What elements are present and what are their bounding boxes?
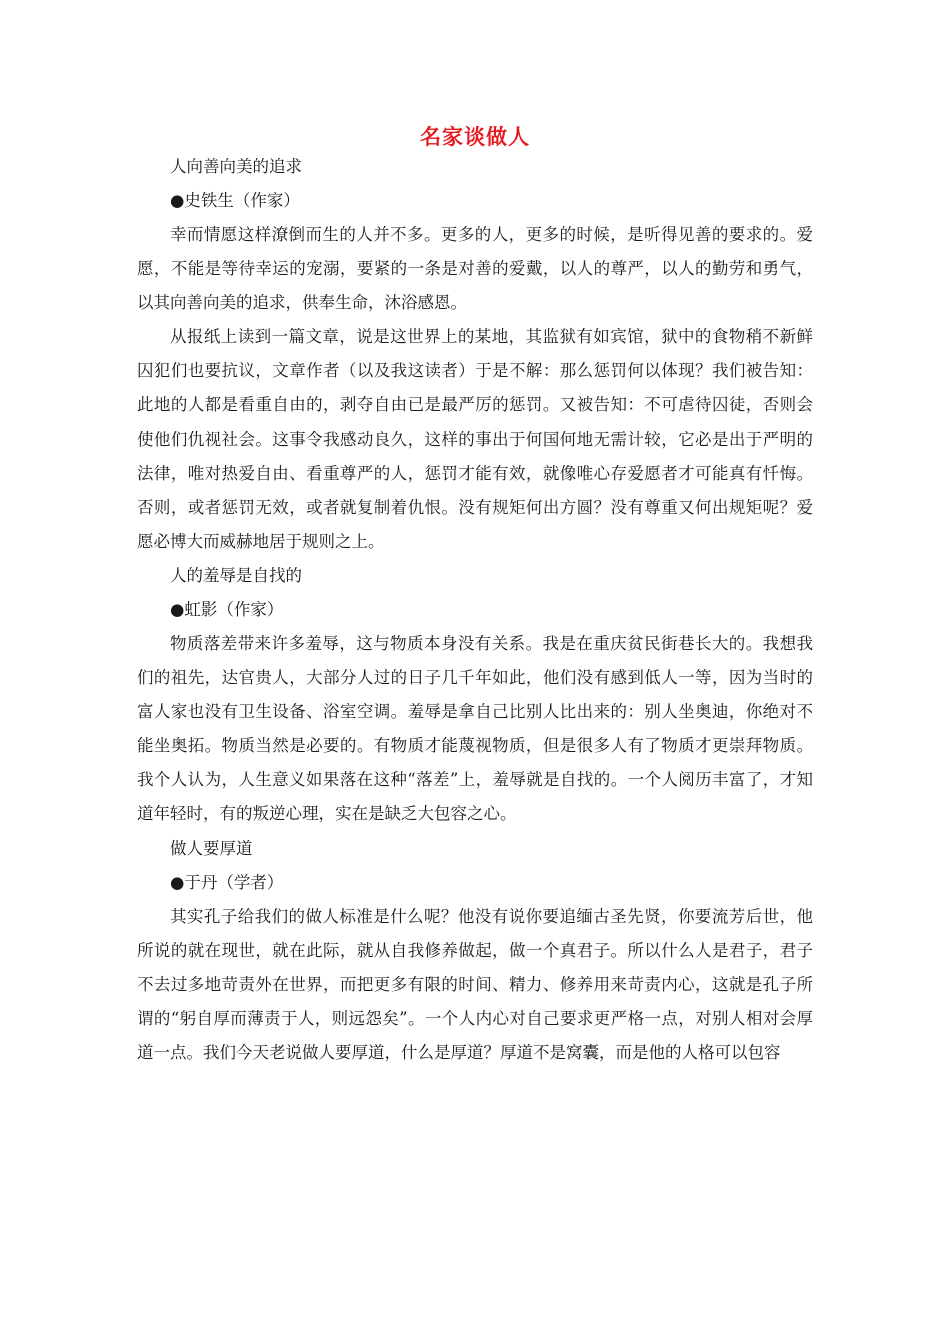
paragraph: 物质落差带来许多羞辱，这与物质本身没有关系。我是在重庆贫民街巷长大的。我想我们的祖先，达官贵人，大部分人过的日子几千年如此，他们没有感到低人一等，因为当时的富人家也没有卫生设备、浴室空调。羞辱是拿自己比别人比出来的：别人坐奥迪，你绝对不能坐奥拓。物质当然是必要的。有物质才能蔑视物质，但是很多人有了物质才更崇拜物质。我个人认为，人生意义如果落在这种“落差”上，羞辱就是自找的。一个人阅历丰富了，才知道年轻时，有的叛逆心理，实在是缺乏大包容之心。	[137, 633, 813, 824]
section-author: ●于丹（学者）	[170, 872, 284, 892]
section-heading: 人向善向美的追求	[170, 157, 302, 176]
paragraph: 从报纸上读到一篇文章，说是这世界上的某地，其监狱有如宾馆，狱中的食物稍不新鲜囚犯们也要抗议，文章作者（以及我这读者）于是不解：那么惩罚何以体现？我们被告知：此地的人都是看重自由的，剥夺自由已是最严厉的惩罚。又被告知：不可虐待囚徒，否则会使他们仇视社会。这事令我感动良久，这样的事出于何国何地无需计较，它必是出于严明的法律，唯对热爱自由、看重尊严的人，惩罚才能有效，就像唯心存爱愿者才可能真有忏悔。否则，或者惩罚无效，或者就复制着仇恨。没有规矩何出方圆？没有尊重又何出规矩呢？爱愿必博大而威赫地居于规则之上。	[137, 327, 813, 551]
paragraph: 幸而情愿这样潦倒而生的人并不多。更多的人，更多的时候，是听得见善的要求的。爱愿，不能是等待幸运的宠溺，要紧的一条是对善的爱戴，以人的尊严，以人的勤劳和勇气，以其向善向美的追求，供奉生命，沐浴感恩。	[137, 225, 813, 313]
document-body	[137, 150, 813, 1070]
section-heading: 做人要厚道	[170, 838, 253, 858]
section-author: ●虹影（作家）	[170, 599, 284, 619]
document-title: 名家谈做人	[420, 124, 530, 149]
section-author: ●史铁生（作家）	[170, 191, 300, 210]
section-heading: 人的羞辱是自找的	[170, 565, 302, 585]
paragraph: 其实孔子给我们的做人标准是什么呢？他没有说你要追缅古圣先贤，你要流芳后世，他所说的就在现世，就在此际，就从自我修养做起，做一个真君子。所以什么人是君子，君子不去过多地苛责外在世界，而把更多有限的时间、精力、修养用来苛责内心，这就是孔子所谓的“躬自厚而薄责于人，则远怨矣”。一个人内心对自己要求更严格一点，对别人相对会厚道一点。我们今天老说做人要厚道，什么是厚道？厚道不是窝囊，而是他的人格可以包容	[137, 906, 813, 1062]
